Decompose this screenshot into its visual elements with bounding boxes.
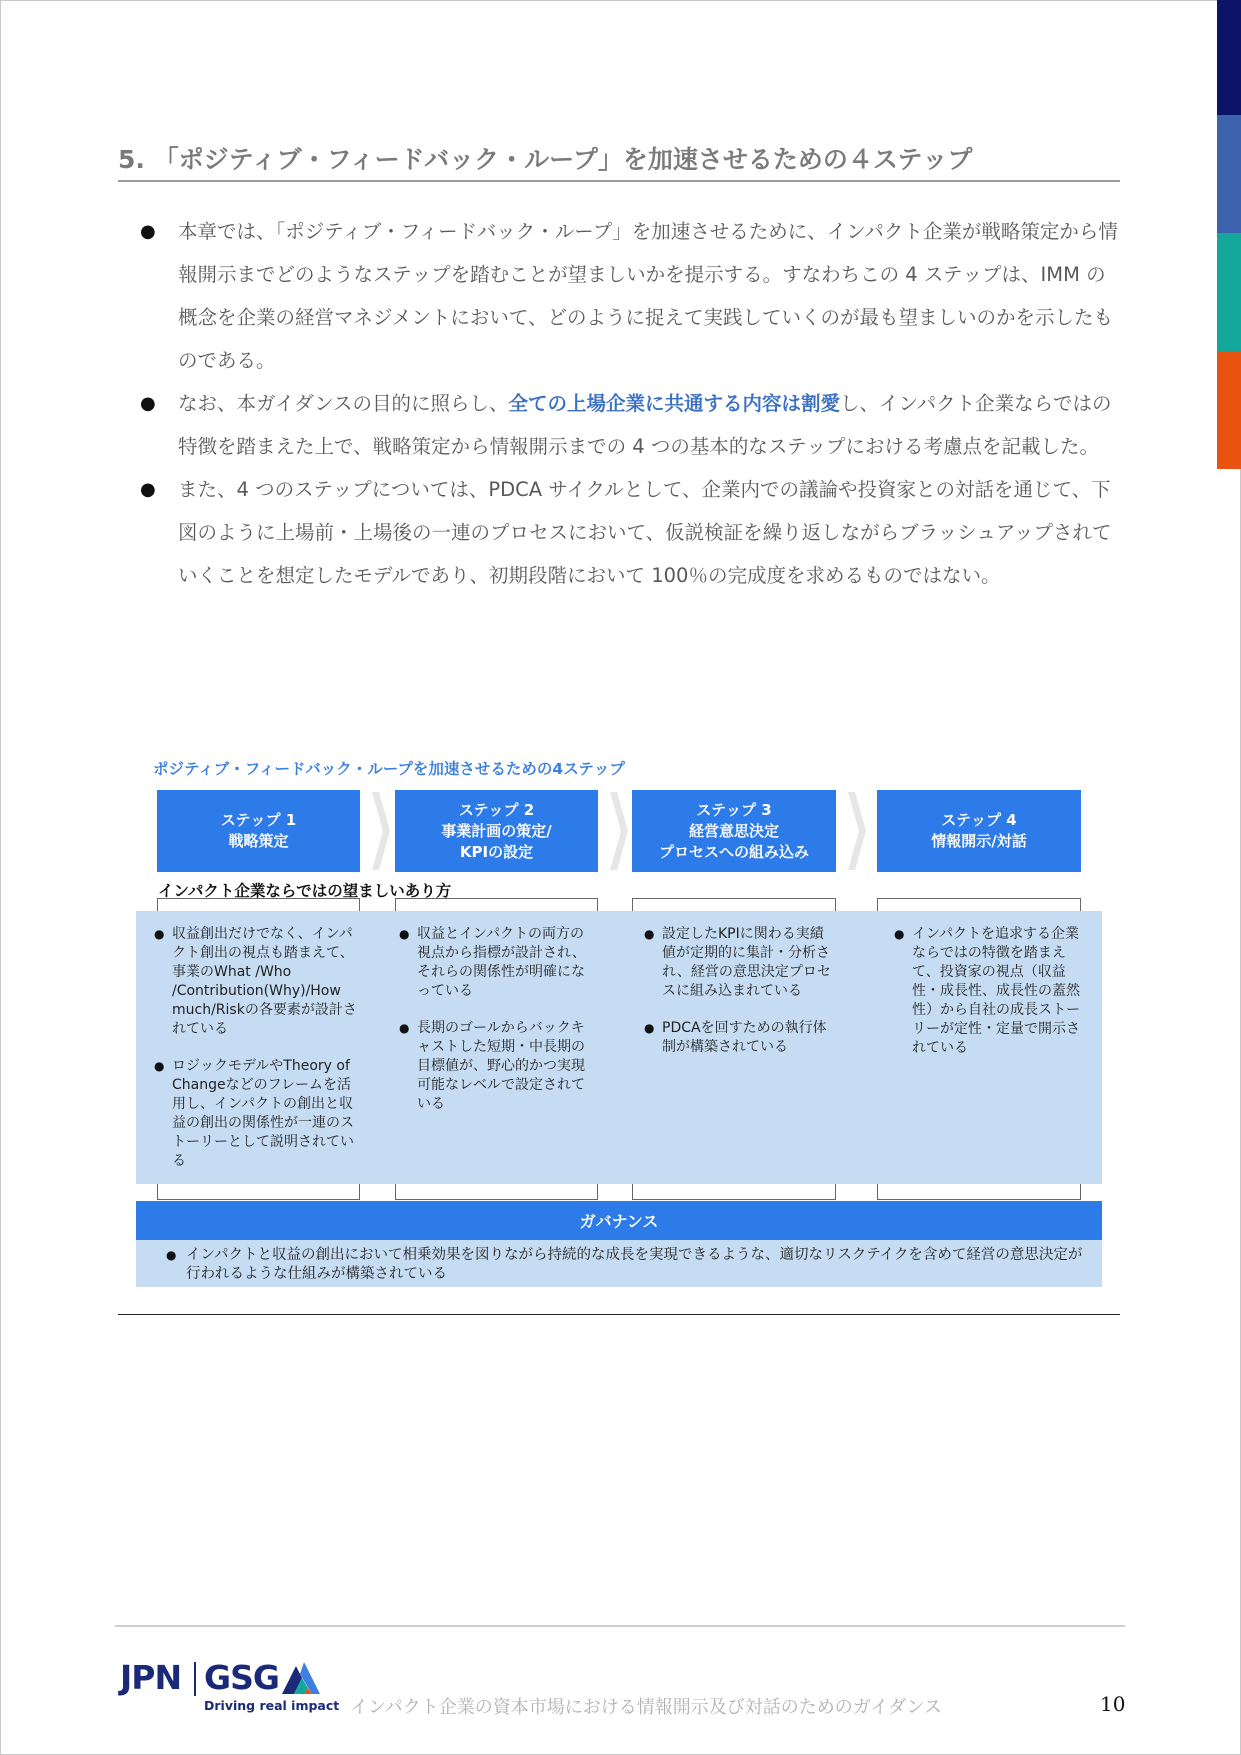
jpn-gsg-logo bbox=[120, 1658, 340, 1718]
logo-text-jpn: JPN bbox=[120, 1658, 182, 1697]
bullet-dot-icon: ● bbox=[154, 927, 165, 941]
step-3-label: ステップ 3 bbox=[696, 800, 772, 819]
step-4-box bbox=[877, 790, 1081, 872]
footer-divider bbox=[115, 1625, 1125, 1627]
step-4-name: 情報開示/対話 bbox=[931, 832, 1027, 850]
bullet-text-before: なお、本ガイダンスの目的に照らし、 bbox=[178, 392, 509, 415]
intro-bullets bbox=[140, 210, 1120, 597]
bullet-highlight: 全ての上場企業に共通する内容は割愛 bbox=[508, 392, 841, 415]
step-1-box bbox=[157, 790, 360, 872]
governance-item bbox=[166, 1246, 1086, 1284]
step-2-name: 事業計画の策定/ bbox=[441, 821, 552, 840]
bullet-dot-icon: ● bbox=[644, 1021, 655, 1035]
bullet-dot-icon: ● bbox=[166, 1248, 177, 1262]
chevron-right-icon bbox=[848, 792, 866, 870]
logo-triangle-icon bbox=[280, 1660, 322, 1696]
bullet-dot-icon: ● bbox=[399, 1021, 410, 1035]
side-tab-blue bbox=[1217, 115, 1241, 233]
list-item-text: 設定したKPIに関わる実績値が定期的に集計・分析され、経営の意思決定プロセスに組み込まれている bbox=[662, 926, 831, 999]
diagram-title: ポジティブ・フィードバック・ループを加速させるための4ステップ bbox=[153, 760, 625, 778]
step-1-label: ステップ 1 bbox=[220, 811, 297, 829]
list-item bbox=[397, 925, 589, 1001]
bullet-item bbox=[140, 468, 1120, 597]
step-2-label: ステップ 2 bbox=[458, 800, 535, 819]
bullet-dot-icon: ● bbox=[140, 393, 156, 414]
side-tab-navy bbox=[1217, 0, 1241, 115]
list-item-text: 収益創出だけでなく、インパクト創出の視点も踏まえて、事業のWhat /Who /Contribution(Why)/How much/Riskの各要素が設計されている bbox=[172, 926, 357, 1037]
chevron-right-icon bbox=[610, 792, 628, 870]
list-item-text: 長期のゴールからバックキャストした短期・中長期の目標値が、野心的かつ実現可能なレベルで設定されている bbox=[417, 1020, 585, 1112]
list-item bbox=[642, 925, 834, 1001]
step-3-box bbox=[632, 790, 836, 872]
page-number: 10 bbox=[1100, 1692, 1126, 1716]
bullet-dot-icon: ● bbox=[154, 1059, 165, 1073]
section-divider bbox=[118, 1314, 1120, 1315]
governance-text: インパクトと収益の創出において相乗効果を図りながら持続的な成長を実現できるような、適切なリスクテイクを含めて経営の意思決定が行われるような仕組みが構築されている bbox=[186, 1247, 1083, 1282]
bullet-dot-icon: ● bbox=[894, 927, 905, 941]
step-4-list bbox=[892, 925, 1082, 1076]
logo-separator bbox=[194, 1662, 196, 1696]
footer-document-title: インパクト企業の資本市場における情報開示及び対話のためのガイダンス bbox=[350, 1697, 942, 1718]
bullet-dot-icon: ● bbox=[140, 479, 156, 500]
section-heading: 5. 「ポジティブ・フィードバック・ループ」を加速させるための４ステップ bbox=[118, 140, 1120, 182]
list-item bbox=[892, 925, 1082, 1058]
step-3-name-2: プロセスへの組み込み bbox=[658, 842, 809, 861]
list-item-text: 収益とインパクトの両方の視点から指標が設計され、それらの関係性が明確になっている bbox=[417, 926, 586, 999]
bullet-text: 本章では、「ポジティブ・フィードバック・ループ」を加速させるために、インパクト企業が戦略策定から情報開示までどのようなステップを踏むことが望ましいかを提示する。すなわちこの 4 ステップは、IMM の概念を企業の経営マネジメントにおいて、どのように捉えて実践していくのが最も望ましいのかを示したものである。 bbox=[178, 220, 1118, 372]
step-3-list bbox=[642, 925, 834, 1075]
step-1-list bbox=[152, 925, 364, 1189]
bullet-dot-icon: ● bbox=[140, 221, 156, 242]
step-2-list bbox=[397, 925, 589, 1132]
bullet-text: また、4 つのステップについては、PDCA サイクルとして、企業内での議論や投資家との対話を通じて、下図のように上場前・上場後の一連のプロセスにおいて、仮説検証を繰り返しながらブラッシュアップされていくことを想定したモデルであり、初期段階において 100％の完成度を求めるものではない。 bbox=[178, 478, 1112, 587]
bullet-item bbox=[140, 382, 1120, 468]
bullet-dot-icon: ● bbox=[399, 927, 410, 941]
step-2-box bbox=[395, 790, 598, 872]
logo-tagline: Driving real impact bbox=[204, 1698, 340, 1713]
list-item bbox=[642, 1019, 834, 1057]
bullet-item bbox=[140, 210, 1120, 382]
bullet-dot-icon: ● bbox=[644, 927, 655, 941]
side-tab-teal bbox=[1217, 233, 1241, 351]
step-3-name: 経営意思決定 bbox=[688, 821, 779, 840]
list-item-text: PDCAを回すための執行体制が構築されている bbox=[662, 1020, 827, 1055]
list-item bbox=[152, 925, 364, 1039]
list-item bbox=[152, 1057, 364, 1171]
step-2-name-2: KPIの設定 bbox=[459, 842, 534, 861]
list-item-text: ロジックモデルやTheory of Changeなどのフレームを活用し、インパクトの創出と収益の創出の関係性が一連のストーリーとして説明されている bbox=[172, 1058, 354, 1169]
ideal-state-label: インパクト企業ならではの望ましいあり方 bbox=[158, 882, 452, 900]
list-item bbox=[397, 1019, 589, 1114]
side-tab-orange bbox=[1217, 351, 1241, 469]
step-1-name: 戦略策定 bbox=[228, 832, 289, 850]
bullet-text-after: し、インパクト企業ならではの特徴を踏まえた上で、戦略策定から情報開示までの 4 つの基本的なステップにおける考慮点を記載した。 bbox=[178, 392, 1112, 458]
governance-header: ガバナンス bbox=[136, 1201, 1102, 1240]
chevron-right-icon bbox=[372, 792, 390, 870]
logo-text-gsg: GSG bbox=[204, 1658, 279, 1697]
step-4-label: ステップ 4 bbox=[941, 811, 1017, 829]
list-item-text: インパクトを追求する企業ならではの特徴を踏まえて、投資家の視点（収益性・成長性、成長性の蓋然性）から自社の成長ストーリーが定性・定量で開示されている bbox=[912, 926, 1080, 1056]
